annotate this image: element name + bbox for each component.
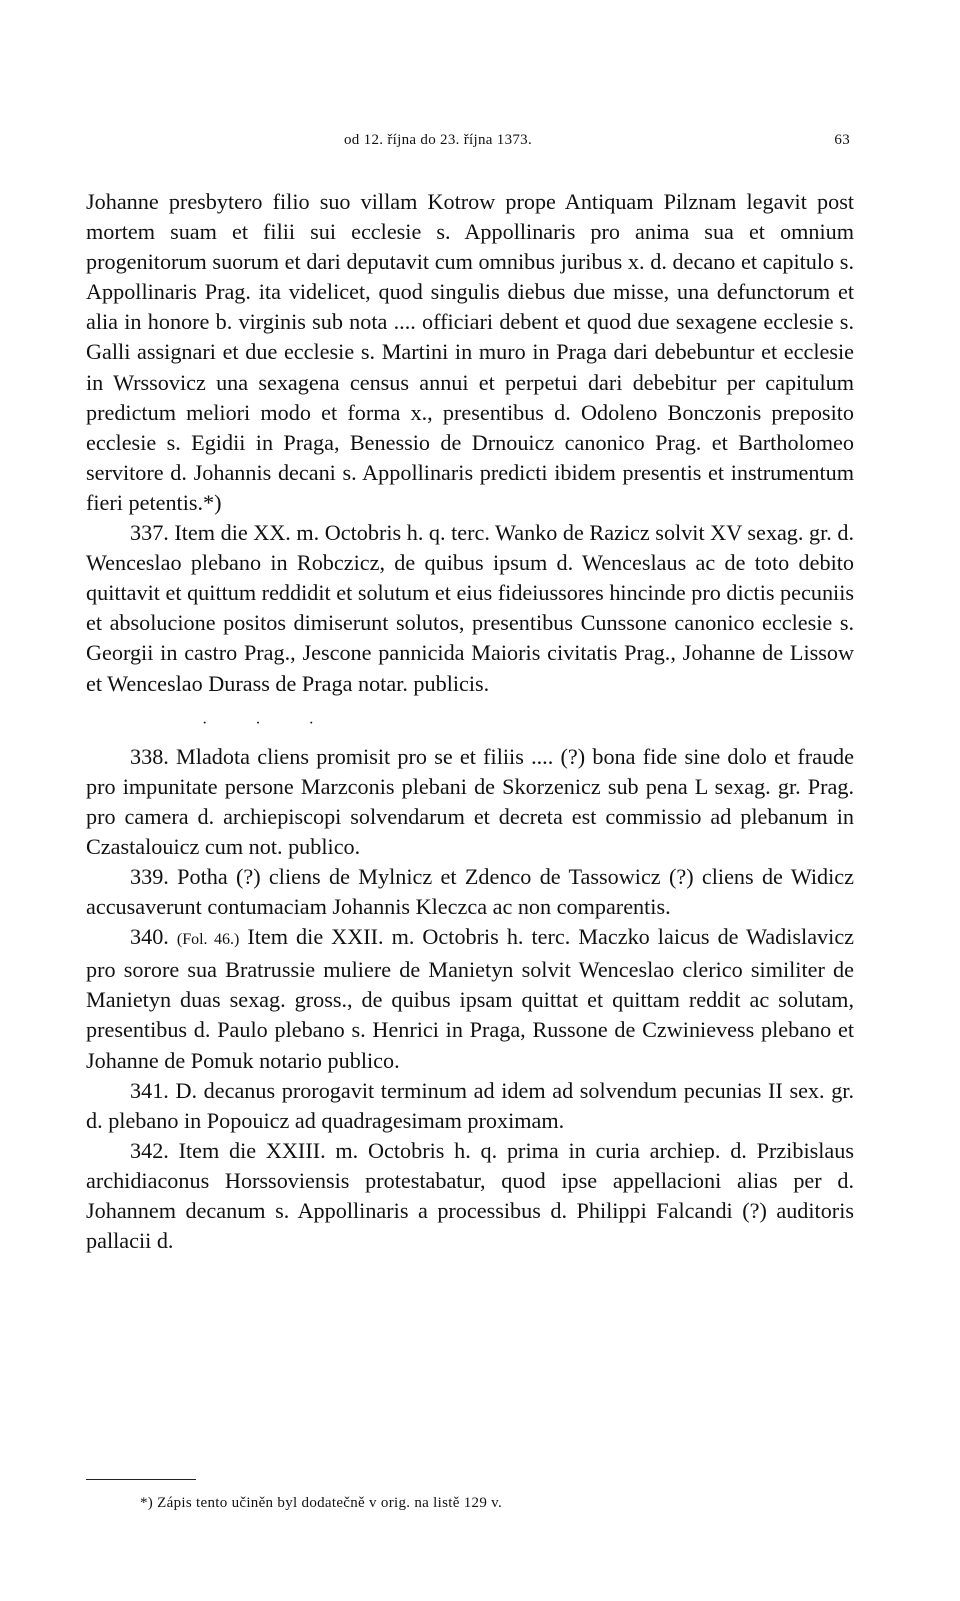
entry-341: 341. D. decanus prorogavit terminum ad idem ad solvendum pecunias II sex. gr. d. plebano in Popouicz ad quadragesimam proximam.	[86, 1077, 854, 1133]
running-head-title: od 12. října do 23. října 1373.	[344, 132, 533, 148]
section-break	[86, 699, 854, 742]
entry-337: 337. Item die XX. m. Octobris h. q. terc. Wanko de Razicz solvit XV sexag. gr. d. Wenceslao plebano in Robczicz, de quibus ipsum d. Wenceslaus ac de toto debito quittavit et quittum reddidit et solutum et eius fideiussores hincinde pro dictis pecuniis et absolucione positos dimiserunt solutos, presentibus Cunssone canonico ecclesie s. Georgii in castro Prag., Jescone pannicida Maioris civitatis Prag., Johanne de Lissow et Wenceslao Durass de Praga notar. publicis.	[86, 520, 854, 696]
footnote-rule	[86, 1479, 196, 1480]
body-text	[86, 187, 854, 1256]
paragraph-continuation: Johanne presbytero filio suo villam Kotrow prope Antiquam Pilznam legavit post mortem suam et filii sui ecclesie s. Appollinaris pro anima sua et omnium progenitorum suorum et dari deputavit cum omnibus juribus x. d. decano et capitulo s. Appollinaris Prag. ita videlicet, quod singulis diebus due misse, una defunctorum et alia in honore b. virginis sub nota .... officiari debent et quod due sexagene ecclesie s. Galli assignari et due ecclesie s. Martini in muro in Praga dari debebuntur et ecclesie in Wrssovicz una sexagena census annui et perpetui dari debebitur per capitulum predictum meliori modo et forma x., presentibus d. Odoleno Bonczonis preposito ecclesie s. Egidii in Praga, Benessio de Drnouicz canonico Prag. et Bartholomeo servitore d. Johannis decani s. Appollinaris predicti ibidem presentis et instrumentum fieri petentis.*)	[86, 189, 854, 515]
running-head	[86, 130, 854, 160]
entry-340	[86, 922, 854, 1075]
document-page	[86, 130, 854, 1256]
page-number: 63	[834, 132, 850, 148]
entry-340-number: 340.	[130, 924, 169, 950]
folio-marker: (Fol. 46.)	[176, 931, 240, 949]
entry-339: 339. Potha (?) cliens de Mylnicz et Zdenco de Tassowicz (?) cliens de Widicz accusaverunt contumaciam Johannis Kleczca ac non comparentis.	[86, 863, 854, 920]
entry-342: 342. Item die XXIII. m. Octobris h. q. prima in curia archiep. d. Przibislaus archidiaconus Horssoviensis protestabatur, quod ipse appellacioni alias per d. Johannem decanum s. Appollinaris a processibus d. Philippi Falcandi (?) auditoris pallacii d.	[86, 1137, 854, 1254]
entry-340-text: Item die XXII. m. Octobris h. terc. Maczko laicus de Wadislavicz pro sorore sua Bratrussie muliere de Manietyn solvit Wenceslao clerico similiter de Manietyn duas sexag. gross., de quibus ipsam quittat et quittam reddit ac solutam, presentibus d. Paulo plebano s. Henrici in Praga, Russone de Czwinievess plebano et Johanne de Pomuk notario publico.	[86, 924, 855, 1073]
footnote: *) Zápis tento učiněn byl dodatečně v orig. na listě 129 v.	[140, 1495, 503, 1511]
entry-338: 338. Mladota cliens promisit pro se et filiis .... (?) bona fide sine dolo et fraude pro impunitate persone Marzconis plebani de Skorzenicz sub pena L sexag. gr. Prag. pro camera d. archiepiscopi solvendarum et decreta est commissio ad plebanum in Czastalouicz cum not. publico.	[86, 743, 854, 859]
section-dots: · · ·	[202, 714, 336, 732]
